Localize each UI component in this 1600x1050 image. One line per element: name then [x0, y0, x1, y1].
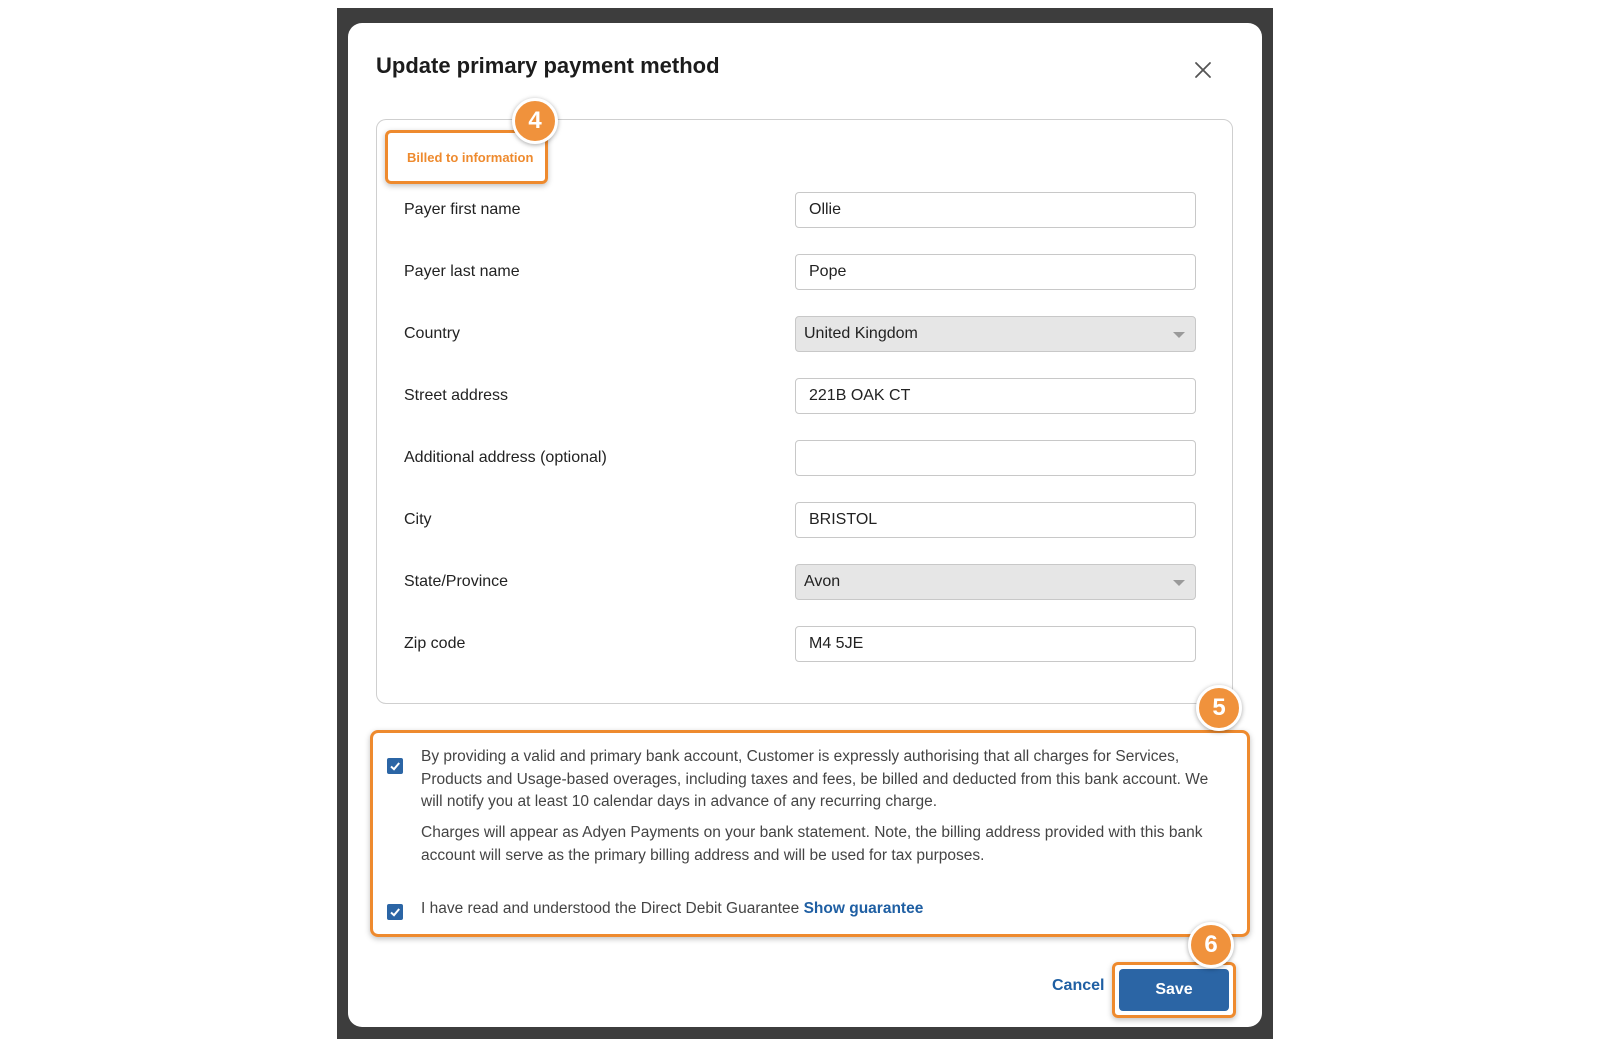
country-select[interactable] [795, 316, 1196, 352]
additional-address-row [377, 438, 1232, 478]
step-badge-6: 6 [1188, 922, 1234, 968]
last-name-input[interactable] [795, 254, 1196, 290]
zip-input[interactable] [795, 626, 1196, 662]
guarantee-text: I have read and understood the Direct Debit Guarantee [421, 900, 800, 917]
state-label: State/Province [404, 573, 509, 590]
state-value: Avon [804, 573, 841, 590]
save-button[interactable]: Save [1119, 969, 1229, 1011]
country-row [377, 314, 1232, 354]
chevron-down-icon [1173, 332, 1185, 338]
guarantee-checkbox[interactable] [387, 904, 403, 920]
save-highlight [1112, 962, 1236, 1018]
step-badge-5: 5 [1196, 685, 1242, 731]
street-input[interactable] [795, 378, 1196, 414]
state-select[interactable] [795, 564, 1196, 600]
country-value: United Kingdom [804, 325, 918, 342]
street-row [377, 376, 1232, 416]
zip-row [377, 624, 1232, 664]
cancel-button[interactable]: Cancel [1052, 977, 1105, 994]
additional-address-label: Additional address (optional) [404, 449, 607, 466]
show-guarantee-link[interactable]: Show guarantee [803, 900, 924, 917]
last-name-label: Payer last name [404, 263, 520, 280]
guarantee-line [421, 900, 923, 918]
city-input[interactable] [795, 502, 1196, 538]
first-name-label: Payer first name [404, 201, 521, 218]
payment-method-dialog [348, 23, 1262, 1027]
city-label: City [404, 511, 432, 528]
last-name-row [377, 252, 1232, 292]
first-name-row [377, 190, 1232, 230]
city-row [377, 500, 1232, 540]
billing-section-label: Billed to information [385, 130, 548, 184]
statement-text: Charges will appear as Adyen Payments on your bank statement. Note, the billing address provided with this bank account will serve as the primary billing address and will be used for tax purposes. [421, 824, 1203, 864]
checkmark-icon [389, 906, 401, 918]
billing-info-card [376, 119, 1233, 704]
dialog-title: Update primary payment method [376, 53, 720, 78]
authorisation-text: By providing a valid and primary bank account, Customer is expressly authorising that all charges for Services, Products and Usage-based overages, including taxes and fees, be billed and deducted from this bank account. We will notify you at least 10 calendar days in advance of any recurring charge. [421, 748, 1209, 810]
chevron-down-icon [1173, 580, 1185, 586]
street-label: Street address [404, 387, 509, 404]
additional-address-input[interactable] [795, 440, 1196, 476]
zip-label: Zip code [404, 635, 466, 652]
step-badge-4: 4 [512, 98, 558, 144]
close-icon [1194, 61, 1212, 79]
state-row [377, 562, 1232, 602]
checkmark-icon [389, 760, 401, 772]
consent-section [370, 730, 1250, 937]
authorisation-checkbox[interactable] [387, 758, 403, 774]
close-button[interactable] [1188, 55, 1218, 85]
first-name-input[interactable] [795, 192, 1196, 228]
country-label: Country [404, 325, 461, 342]
